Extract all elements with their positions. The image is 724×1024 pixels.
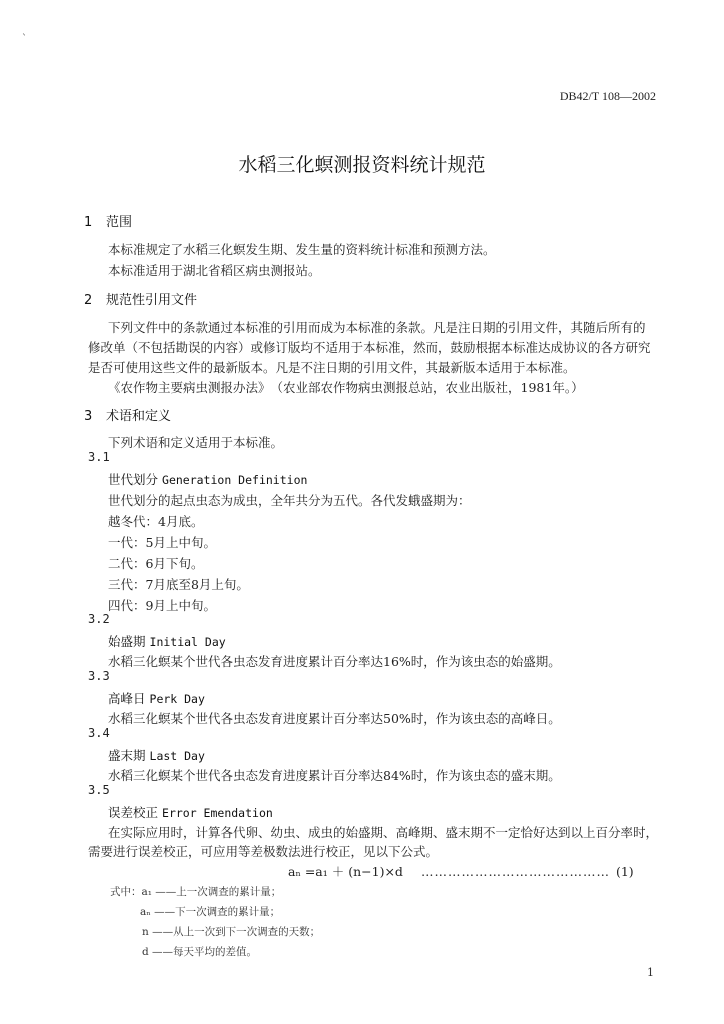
section-3-heading	[84, 405, 171, 424]
formula-variable: d ——每天平均的差值。	[142, 946, 258, 958]
formula-expression: aₙ =a₁ ＋ (n−1)×d	[288, 864, 403, 879]
document-title: 水稻三化螟测报资料统计规范	[238, 154, 486, 176]
section-2-heading	[84, 289, 197, 308]
paragraph-line: 是否可使用这些文件的最新版本。凡是不注日期的引用文件，其最新版本适用于本标准。	[88, 360, 576, 375]
term-heading	[108, 689, 205, 707]
term-heading	[108, 632, 226, 650]
section-title: 术语和定义	[106, 409, 172, 424]
subsection-number: 3.1	[88, 450, 110, 464]
section-title: 规范性引用文件	[106, 293, 198, 308]
paragraph: 本标准规定了水稻三化螟发生期、发生量的资料统计标准和预测方法。	[108, 242, 496, 257]
term-english: Perk Day	[149, 692, 205, 706]
paragraph: 本标准适用于湖北省稻区病虫测报站。	[108, 263, 321, 278]
formula-variable: n ——从上一次到下一次调查的天数；	[142, 926, 321, 938]
paragraph-line: 下列文件中的条款通过本标准的引用而成为本标准的条款。凡是注日期的引用文件，其随后所有的	[108, 320, 646, 335]
term-chinese: 世代划分	[108, 472, 159, 487]
subsection-number: 3.4	[88, 726, 110, 740]
section-number: 2	[84, 293, 93, 308]
term-heading	[108, 803, 273, 821]
term-chinese: 误差校正	[108, 805, 159, 820]
paragraph: 世代划分的起点虫态为成虫，全年共分为五代。各代发蛾盛期为：	[108, 493, 471, 508]
list-item: 越冬代：4月底。	[108, 514, 204, 529]
standard-code: DB42/T 108—2002	[559, 89, 656, 103]
term-english: Generation Definition	[162, 473, 308, 487]
paragraph: 水稻三化螟某个世代各虫态发育进度累计百分率达16%时，作为该虫态的始盛期。	[108, 654, 561, 669]
reference-entry: 《农作物主要病虫测报办法》 （农业部农作物病虫测报总站，农业出版社，1981年。）	[108, 380, 584, 395]
subsection-number: 3.5	[88, 783, 110, 797]
paragraph: 水稻三化螟某个世代各虫态发育进度累计百分率达50%时，作为该虫态的高峰日。	[108, 711, 561, 726]
paragraph-line: 修改单（不包括勘误的内容）或修订版均不适用于本标准，然而，鼓励根据本标准达成协议的各方研究	[88, 340, 651, 355]
term-chinese: 始盛期	[108, 634, 146, 649]
list-item: 三代：7月底至8月上旬。	[108, 577, 249, 592]
term-english: Initial Day	[149, 635, 226, 649]
paragraph: 下列术语和定义适用于本标准。	[108, 435, 284, 450]
formula-variable: 式中：a₁ ——上一次调查的累计量；	[110, 886, 282, 898]
list-item: 二代：6月下旬。	[108, 556, 204, 571]
page-number: 1	[647, 966, 654, 979]
paragraph-line: 需要进行误差校正，可应用等差极数法进行校正，见以下公式。	[88, 844, 439, 859]
paragraph: 水稻三化螟某个世代各虫态发育进度累计百分率达84%时，作为该虫态的盛末期。	[108, 768, 561, 783]
list-item: 一代：5月上中旬。	[108, 535, 216, 550]
formula-leader-dots: ……………………………………	[420, 864, 610, 879]
term-chinese: 高峰日	[108, 691, 146, 706]
term-heading	[108, 746, 205, 764]
formula-variable: aₙ ——下一次调查的累计量；	[140, 906, 281, 918]
section-number: 1	[84, 215, 93, 230]
section-1-heading	[84, 211, 132, 230]
section-title: 范围	[106, 215, 133, 230]
term-chinese: 盛末期	[108, 748, 146, 763]
paragraph-line: 在实际应用时，计算各代卵、幼虫、成虫的始盛期、高峰期、盛末期不一定恰好达到以上百分率时，	[108, 825, 659, 840]
subsection-number: 3.2	[88, 612, 110, 626]
corner-mark: `	[22, 34, 27, 45]
term-english: Last Day	[149, 749, 205, 763]
formula	[288, 862, 634, 880]
term-english: Error Emendation	[162, 806, 273, 820]
list-item: 四代：9月上中旬。	[108, 598, 216, 613]
formula-number: (1)	[615, 864, 634, 879]
term-heading	[108, 470, 307, 488]
subsection-number: 3.3	[88, 669, 110, 683]
section-number: 3	[84, 409, 93, 424]
